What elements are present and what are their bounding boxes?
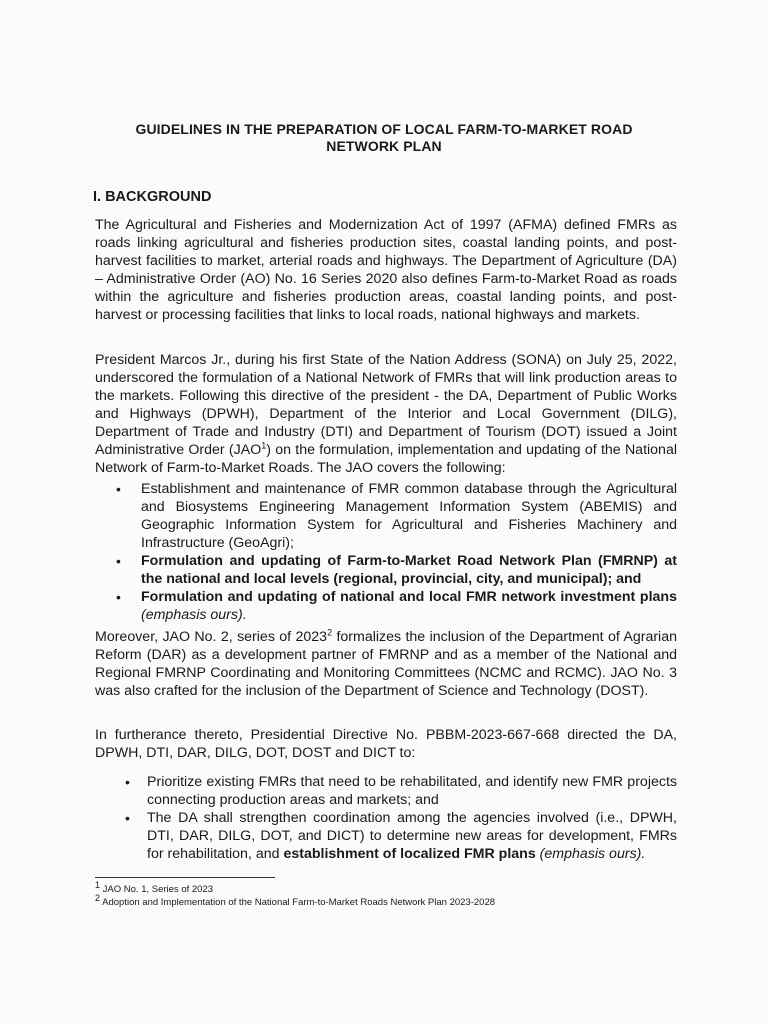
list-item [95, 773, 677, 809]
list-item-text-bold: establishment of localized FMR plans [283, 846, 536, 862]
list-item [95, 809, 677, 863]
footnote-text: JAO No. 1, Series of 2023 [102, 884, 214, 895]
list-item [95, 588, 677, 624]
bullet-icon: • [116, 553, 121, 569]
footnote-1 [95, 879, 214, 896]
paragraph-jao2-text-a: Moreover, JAO No. 2, series of 2023 [95, 629, 328, 645]
paragraph-sona [95, 351, 677, 477]
footnote-divider [95, 877, 275, 878]
footnote-2 [95, 892, 496, 909]
title-line-1: GUIDELINES IN THE PREPARATION OF LOCAL FARM-TO-MARKET ROAD [135, 121, 633, 137]
footnote-ref-2: 2 [327, 627, 333, 638]
jao-coverage-list [95, 480, 677, 624]
paragraph-directive: In furtherance thereto, Presidential Directive No. PBBM-2023-667-668 directed the DA, DPWH, DTI, DAR, DILG, DOT, DOST and DICT to: [95, 727, 677, 761]
footnote-ref-1: 1 [261, 440, 267, 451]
paragraph-sona-text-a: President Marcos Jr., during his first State of the Nation Address (SONA) on July 25, 2022, underscored the formulation of a National Network of FMRs that will link production areas to the markets. Following this directive of the president - the DA, Department of Public Works and Highways (DPWH), Department of the Interior and Local Government (DILG), Department of Trade and Industry (DTI) and Department of Tourism (DOT) issued a Joint Administrative Order (JAO [95, 352, 677, 458]
list-item-text: Prioritize existing FMRs that need to be rehabilitated, and identify new FMR projects connecting production areas and markets; and [147, 774, 677, 808]
bullet-icon: • [125, 774, 130, 790]
emphasis-note: (emphasis ours). [141, 607, 247, 623]
paragraph-afma: The Agricultural and Fisheries and Modernization Act of 1997 (AFMA) defined FMRs as roads linking agricultural and fisheries production sites, coastal landing points, and post-harvest facilities to market, arterial roads and highways. The Department of Agriculture (DA) – Administrative Order (AO) No. 16 Series 2020 also defines Farm-to-Market Road as roads within the agriculture and fisheries production areas, coastal landing points, and post-harvest or processing facilities that links to local roads, national highways and markets. [95, 217, 677, 323]
title-line-2: NETWORK PLAN [326, 138, 442, 154]
emphasis-note: (emphasis ours). [539, 846, 646, 862]
paragraph-jao2-text-b: formalizes the inclusion of the Department of Agrarian Reform (DAR) as a development partner of FMRNP and as a member of the National and Regional FMRNP Coordinating and Monitoring Committees (NCMC and RCMC). JAO No. 3 was also crafted for the inclusion of the Department of Science and Technology (DOST). [95, 629, 677, 699]
list-item [95, 480, 677, 552]
document-title [60, 121, 708, 155]
list-item [95, 552, 677, 588]
list-item-text: The DA shall strengthen coordination among the agencies involved (i.e., DPWH, DTI, DAR, DILG, DOT, and DICT) to determine new areas for development, FMRs for rehabilitation, and [147, 810, 677, 862]
list-item-text: Formulation and updating of Farm-to-Market Road Network Plan (FMRNP) at the national and local levels (regional, provincial, city, and municipal); and [141, 553, 677, 587]
section-heading: I. BACKGROUND [93, 189, 212, 205]
directive-list [95, 773, 677, 863]
bullet-icon: • [116, 589, 121, 605]
paragraph-jao2 [95, 628, 677, 700]
paragraph-sona-text-b: ) on the formulation, implementation and updating of the National Network of Farm-to-Market Roads. The JAO covers the following: [95, 442, 677, 476]
footnote-mark: 1 [95, 879, 101, 890]
list-item-text-bold: Formulation and updating of national and local FMR network investment plans [141, 589, 677, 605]
footnote-mark: 2 [95, 892, 101, 903]
bullet-icon: • [116, 481, 121, 497]
list-item-text: Establishment and maintenance of FMR common database through the Agricultural and Biosystems Engineering Management Information System (ABEMIS) and Geographic Information System for Agricultural and Fisheries Machinery and Infrastructure (GeoAgri); [141, 481, 677, 551]
bullet-icon: • [125, 810, 130, 826]
footnote-text: Adoption and Implementation of the National Farm-to-Market Roads Network Plan 2023-2028 [102, 897, 496, 908]
